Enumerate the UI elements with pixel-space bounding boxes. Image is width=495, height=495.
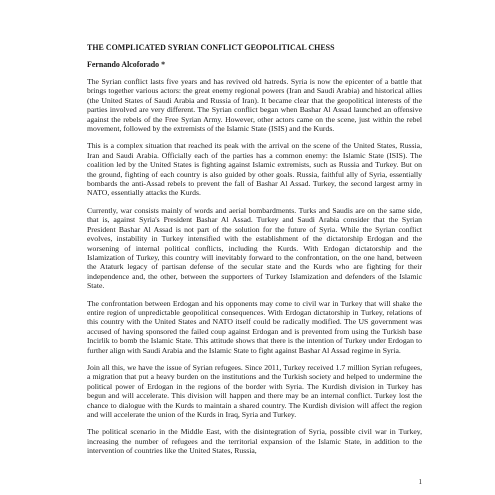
document-author: Fernando Alcoforado *	[87, 60, 166, 69]
paragraph-5: Join all this, we have the issue of Syrian refugees. Since 2011, Turkey received 1.7 million Syrian refugees, a migration that put a heavy burden on the institutions and the Turkish society and helped to undermine the political power of Erdogan in the regions of the border with Syria. The Kurdish division in Turkey has begun and will accelerate. This division will happen and there may be an internal conflict. Turkey lost the chance to dialogue with the Kurds to maintain a shared country. The Kurdish division will affect the region and will accelerate the union of the Kurds in Iraq, Syria and Turkey.	[87, 362, 422, 419]
paragraph-3: Currently, war consists mainly of words and aerial bombardments. Turks and Saudis are on the same side, that is, against Syria's President Bashar Al Assad. Turkey and Saudi Arabia consider that the Syrian President Bashar Al Assad is not part of the solution for the future of Syria. While the Syrian conflict evolves, instability in Turkey intensified with the establishment of the dictatorship Erdogan and the worsening of internal political conflicts, including the Kurds. With Erdogan dictatorship and the Islamization of Turkey, this country will inevitably forward to the confrontation, on the one hand, between the Ataturk legacy of partisan defense of the secular state and the Kurds who are fighting for their independence and, the other, between the supporters of Turkey Islamization and defenders of the Islamic State.	[87, 205, 422, 291]
paragraph-2: This is a complex situation that reached its peak with the arrival on the scene of the United States, Russia, Iran and Saudi Arabia. Officially each of the parties has a common enemy: the Islamic State (ISIS). The coalition led by the United States is fighting against Islamic extremists, such as Russia and Turkey. But on the ground, fighting of each country is also guided by other goals. Russia, faithful ally of Syria, essentially bombards the anti-Assad rebels to prevent the fall of Bashar Al Assad. Turkey, the second largest army in NATO, essentially attacks the Kurds.	[87, 141, 422, 198]
paragraph-4: The confrontation between Erdogan and his opponents may come to civil war in Turkey that will shake the entire region of unpredictable geopolitical consequences. With Erdogan dictatorship in Turkey, relations of this country with the United States and NATO itself could be radically modified. The US government was accused of having sponsored the failed coup against Erdogan and is prevented from using the Turkish base Incirlik to bomb the Islamic State. This attitude shows that there is the intention of Turkey under Erdogan to further align with Saudi Arabia and the Islamic State to fight against Bashar Al Assad regime in Syria.	[87, 298, 422, 355]
paragraph-1: The Syrian conflict lasts five years and has revived old hatreds. Syria is now the epicenter of a battle that brings together various actors: the great enemy regional powers (Iran and Saudi Arabia) and historical allies (the United States of Saudi Arabia and Russia of Iran). It became clear that the geopolitical interests of the parties involved are very different. The Syrian conflict began when Bashar Al Assad launched an offensive against the rebels of the Free Syrian Army. However, other actors came on the scene, just within the rebel movement, followed by the extremists of the Islamic State (ISIS) and the Kurds.	[87, 77, 422, 134]
document-title: THE COMPLICATED SYRIAN CONFLICT GEOPOLITICAL CHESS	[87, 43, 335, 52]
page-number: 1	[418, 478, 422, 486]
paragraph-6: The political scenario in the Middle East, with the disintegration of Syria, possible civil war in Turkey, increasing the number of refugees and the territorial expansion of the Islamic State, in addition to the intervention of countries like the United States, Russia,	[87, 427, 422, 456]
